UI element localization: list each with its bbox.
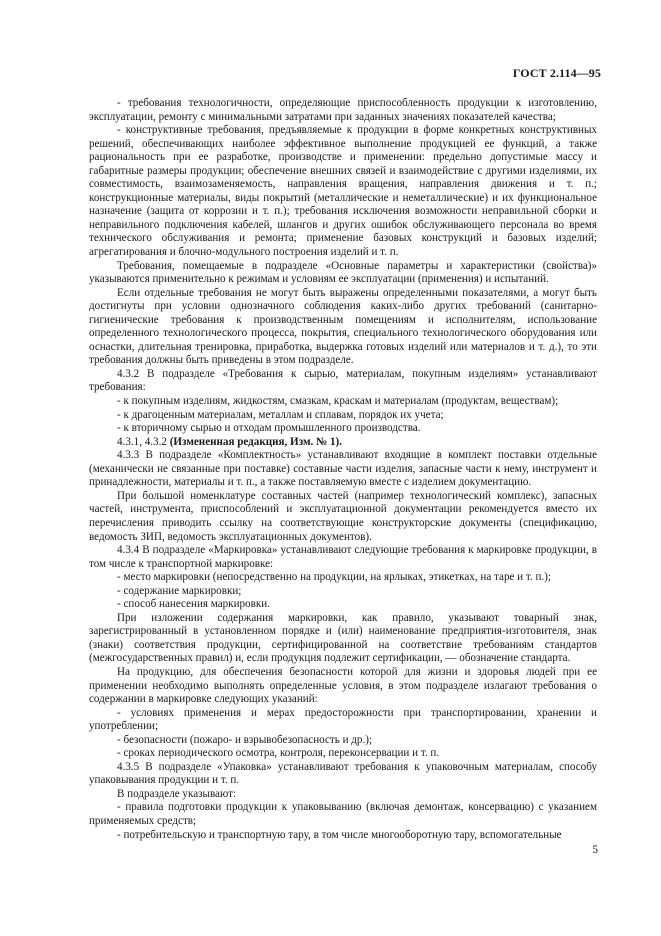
paragraph: - к покупным изделиям, жидкостям, смазкам, краскам и материалам (продуктам, веществам); [117,395,559,408]
paragraph: - конструктивные требования, предъявляемые к продукции в форме конкретных конструктивных решений, обеспечивающих наиболее эффективное выполнение продукцией ее функций, а также рациональность при ее разработке, производстве и применении: предельно допустимые массу и габаритные размеры продукции; обеспечение внешних связей и взаимодействие с другими изделиями, их совместимость, взаимозаменяемость, направления вращения, направления движения и т. п.; конструкционные материалы, виды покрытий (металлические и неметаллические) и их функциональное назначение (защита от коррозии и т. п.); требования исключения возможности неправильной сборки и неправильного подключения кабелей, шлангов и других ошибок обслуживающего персонала во время технического обслуживания и ремонта; применение базовых конструкций и базовых изделий; агрегатирования и блочно-модульного построения изделий и т. п. [89,124,597,259]
paragraph: - потребительскую и транспортную тару, в том числе многооборотную тару, вспомогательные [117,828,562,841]
paragraph: - условиях применения и мерах предосторожности при транспортировании, хранении и употреблении; [89,706,597,733]
paragraph: При изложении содержания маркировки, как правило, указывают товарный знак, зарегистрированный в установленном порядке и (или) наименование предприятия-изготовителя, знак (знаки) соответствия продукции, сертифицированной на соответствие требованиям стандартов (межгосударственных правил) и, если продукция подлежит сертификации, — обозначение стандарта. [89,611,597,665]
paragraph: - к драгоценным материалам, металлам и сплавам, порядок их учета; [117,408,444,421]
page-number: 5 [592,844,598,856]
paragraph: - безопасности (пожаро- и взрывобезопасность и др.); [117,733,373,746]
paragraph: - содержание маркировки; [117,584,242,597]
paragraph: - место маркировки (непосредственно на продукции, на ярлыках, этикетках, на таре и т. п.); [117,571,551,584]
document-body [89,97,597,842]
paragraph: - сроках периодического осмотра, контроля, переконсервации и т. п. [117,747,440,760]
paragraph: 4.3.4 В подразделе «Маркировка» устанавливают следующие требования к маркировке продукции, в том числе к транспортной маркировке: [89,544,597,570]
amendment-note [89,436,597,450]
document-code: ГОСТ 2.114—95 [512,66,601,80]
paragraph: - к вторичному сырью и отходам промышленного производства. [117,422,421,435]
paragraph: 4.3.3 В подразделе «Комплектность» устанавливают входящие в комплект поставки отдельные (механически не связанные при поставке) составные части изделия, запасные части к нему, инструмент и принадлежности, материалы и т. п., а также поставляемую вместе с изделием документацию. [89,449,597,489]
paragraph: - правила подготовки продукции к упаковыванию (включая демонтаж, консервацию) с указанием применяемых средств; [89,801,597,827]
paragraph: Если отдельные требования не могут быть выражены определенными показателями, а могут быть достигнуты при условии однозначного соблюдения каких-либо других требований (санитарно-гигиенические требования к производственным помещениям и исполнителям, использование определенного технологического процесса, покрытия, специального технологического оборудования или оснастки, длительная тренировка, приработка, выдержка готовых изделий или материалов и т. д.), то эти требования должны быть приведены в этом подразделе. [89,286,597,367]
amendment-label: (Измененная редакция, Изм. № 1). [169,435,343,448]
paragraph: Требования, помещаемые в подразделе «Основные параметры и характеристики (свойства)» указываются применительно к режимам и условиям ее эксплуатации (применения) и испытаний. [89,259,597,286]
paragraph: В подразделе указывают: [117,787,237,800]
paragraph: При большой номенклатуре составных частей (например технологический комплекс), запасных частей, инструмента, приспособлений и эксплуатационной документации рекомендуется вместо их перечисления приводить ссылку на соответствующие конструкторские документы (спецификацию, ведомость ЗИП, ведомость эксплуатационных документов). [89,489,597,543]
paragraph: - требования технологичности, определяющие приспособленность продукции к изготовлению, эксплуатации, ремонту с минимальными затратами при заданных значениях показателей качества; [89,97,597,123]
paragraph: 4.3.5 В подразделе «Упаковка» устанавливают требования к упаковочным материалам, способу упаковывания продукции и т. п. [89,760,597,787]
paragraph: На продукцию, для обеспечения безопасности которой для жизни и здоровья людей при ее применении необходимо выполнять определенные условия, в этом подразделе излагают требования о содержании в маркировке следующих указаний: [89,665,597,706]
paragraph: 4.3.2 В подразделе «Требования к сырью, материалам, покупным изделиям» устанавливают требования: [89,367,597,394]
amendment-clauses: 4.3.1, 4.3.2 [117,435,167,448]
paragraph: - способ нанесения маркировки. [117,598,270,611]
